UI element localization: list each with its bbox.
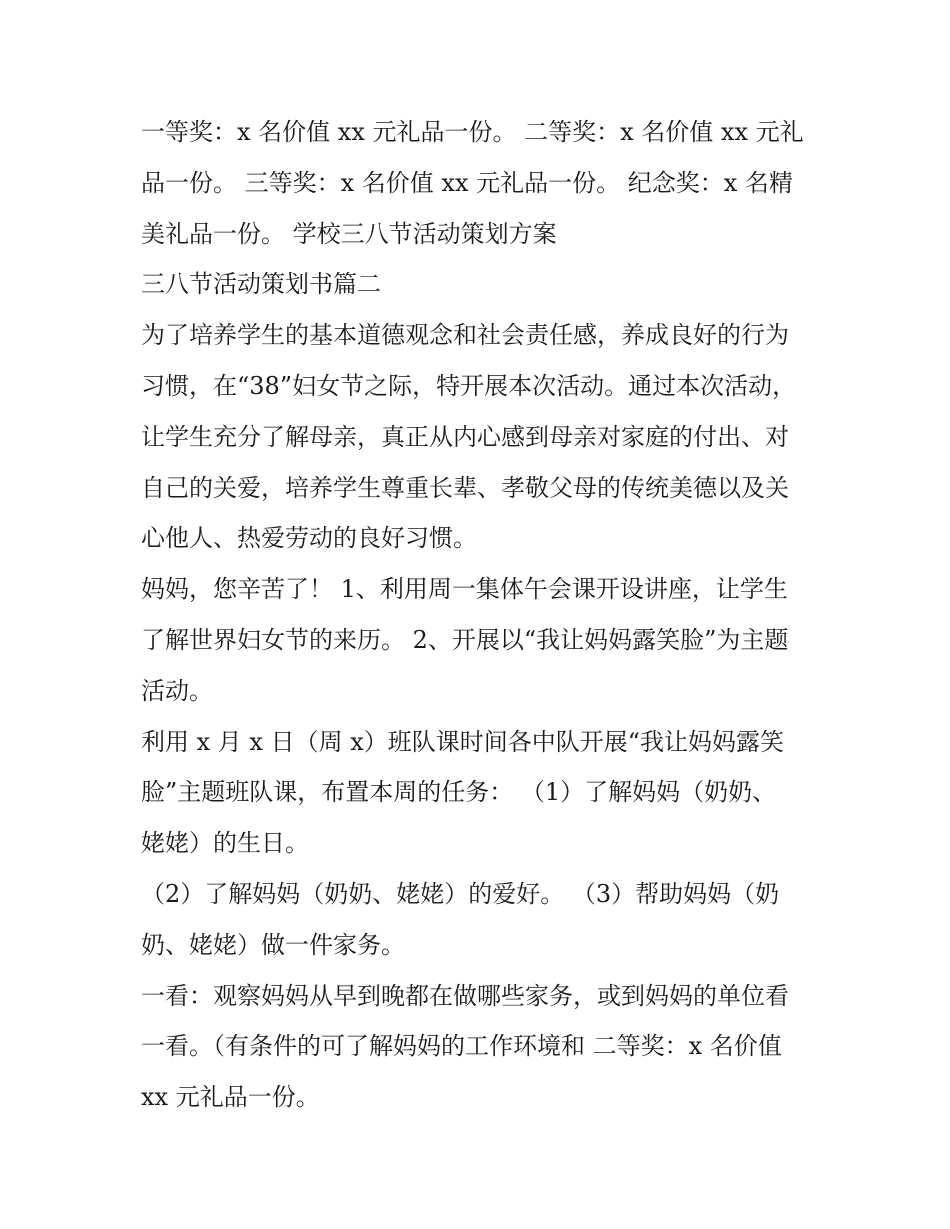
text-line: 一等奖：x 名价值 xx 元礼品一份。 二等奖：x 名价值 xx 元礼 bbox=[141, 118, 804, 146]
text-line: （2）了解妈妈（奶奶、姥姥）的爱好。 （3）帮助妈妈（奶 bbox=[141, 879, 780, 908]
text-line: 美礼品一份。 学校三八节活动策划方案 bbox=[141, 219, 557, 248]
text-line: 一看：观察妈妈从早到晚都在做哪些家务，或到妈妈的单位看 bbox=[141, 981, 789, 1010]
text-line: 奶、姥姥）做一件家务。 bbox=[141, 930, 405, 959]
text-line: 为了培养学生的基本道德观念和社会责任感，养成良好的行为 bbox=[141, 321, 789, 350]
text-line: 一看。（有条件的可了解妈妈的工作环境和 二等奖：x 名价值 bbox=[141, 1032, 782, 1061]
text-line: 活动。 bbox=[141, 676, 213, 705]
text-line: xx 元礼品一份。 bbox=[141, 1083, 320, 1112]
text-line: 姥姥）的生日。 bbox=[141, 829, 309, 858]
text-line: 妈妈，您辛苦了！ 1、利用周一集体午会课开设讲座，让学生 bbox=[141, 575, 788, 604]
section-heading: 三八节活动策划书篇二 bbox=[141, 270, 381, 299]
text-line: 习惯，在“38”妇女节之际，特开展本次活动。通过本次活动， bbox=[141, 371, 797, 400]
text-line: 了解世界妇女节的来历。 2、开展以“我让妈妈露笑脸”为主题 bbox=[141, 625, 789, 654]
text-line: 品一份。 三等奖：x 名价值 xx 元礼品一份。 纪念奖：x 名精 bbox=[141, 168, 793, 197]
text-line: 脸”主题班队课，布置本周的任务： （1）了解妈妈（奶奶、 bbox=[141, 778, 777, 807]
text-line: 心他人、热爱劳动的良好习惯。 bbox=[141, 524, 477, 553]
text-line: 让学生充分了解母亲，真正从内心感到母亲对家庭的付出、对 bbox=[141, 422, 789, 451]
text-line: 利用 x 月 x 日（周 x）班队课时间各中队开展“我让妈妈露笑 bbox=[141, 727, 785, 756]
document-body bbox=[141, 107, 813, 1123]
text-line: 自己的关爱，培养学生尊重长辈、孝敬父母的传统美德以及关 bbox=[141, 473, 789, 502]
